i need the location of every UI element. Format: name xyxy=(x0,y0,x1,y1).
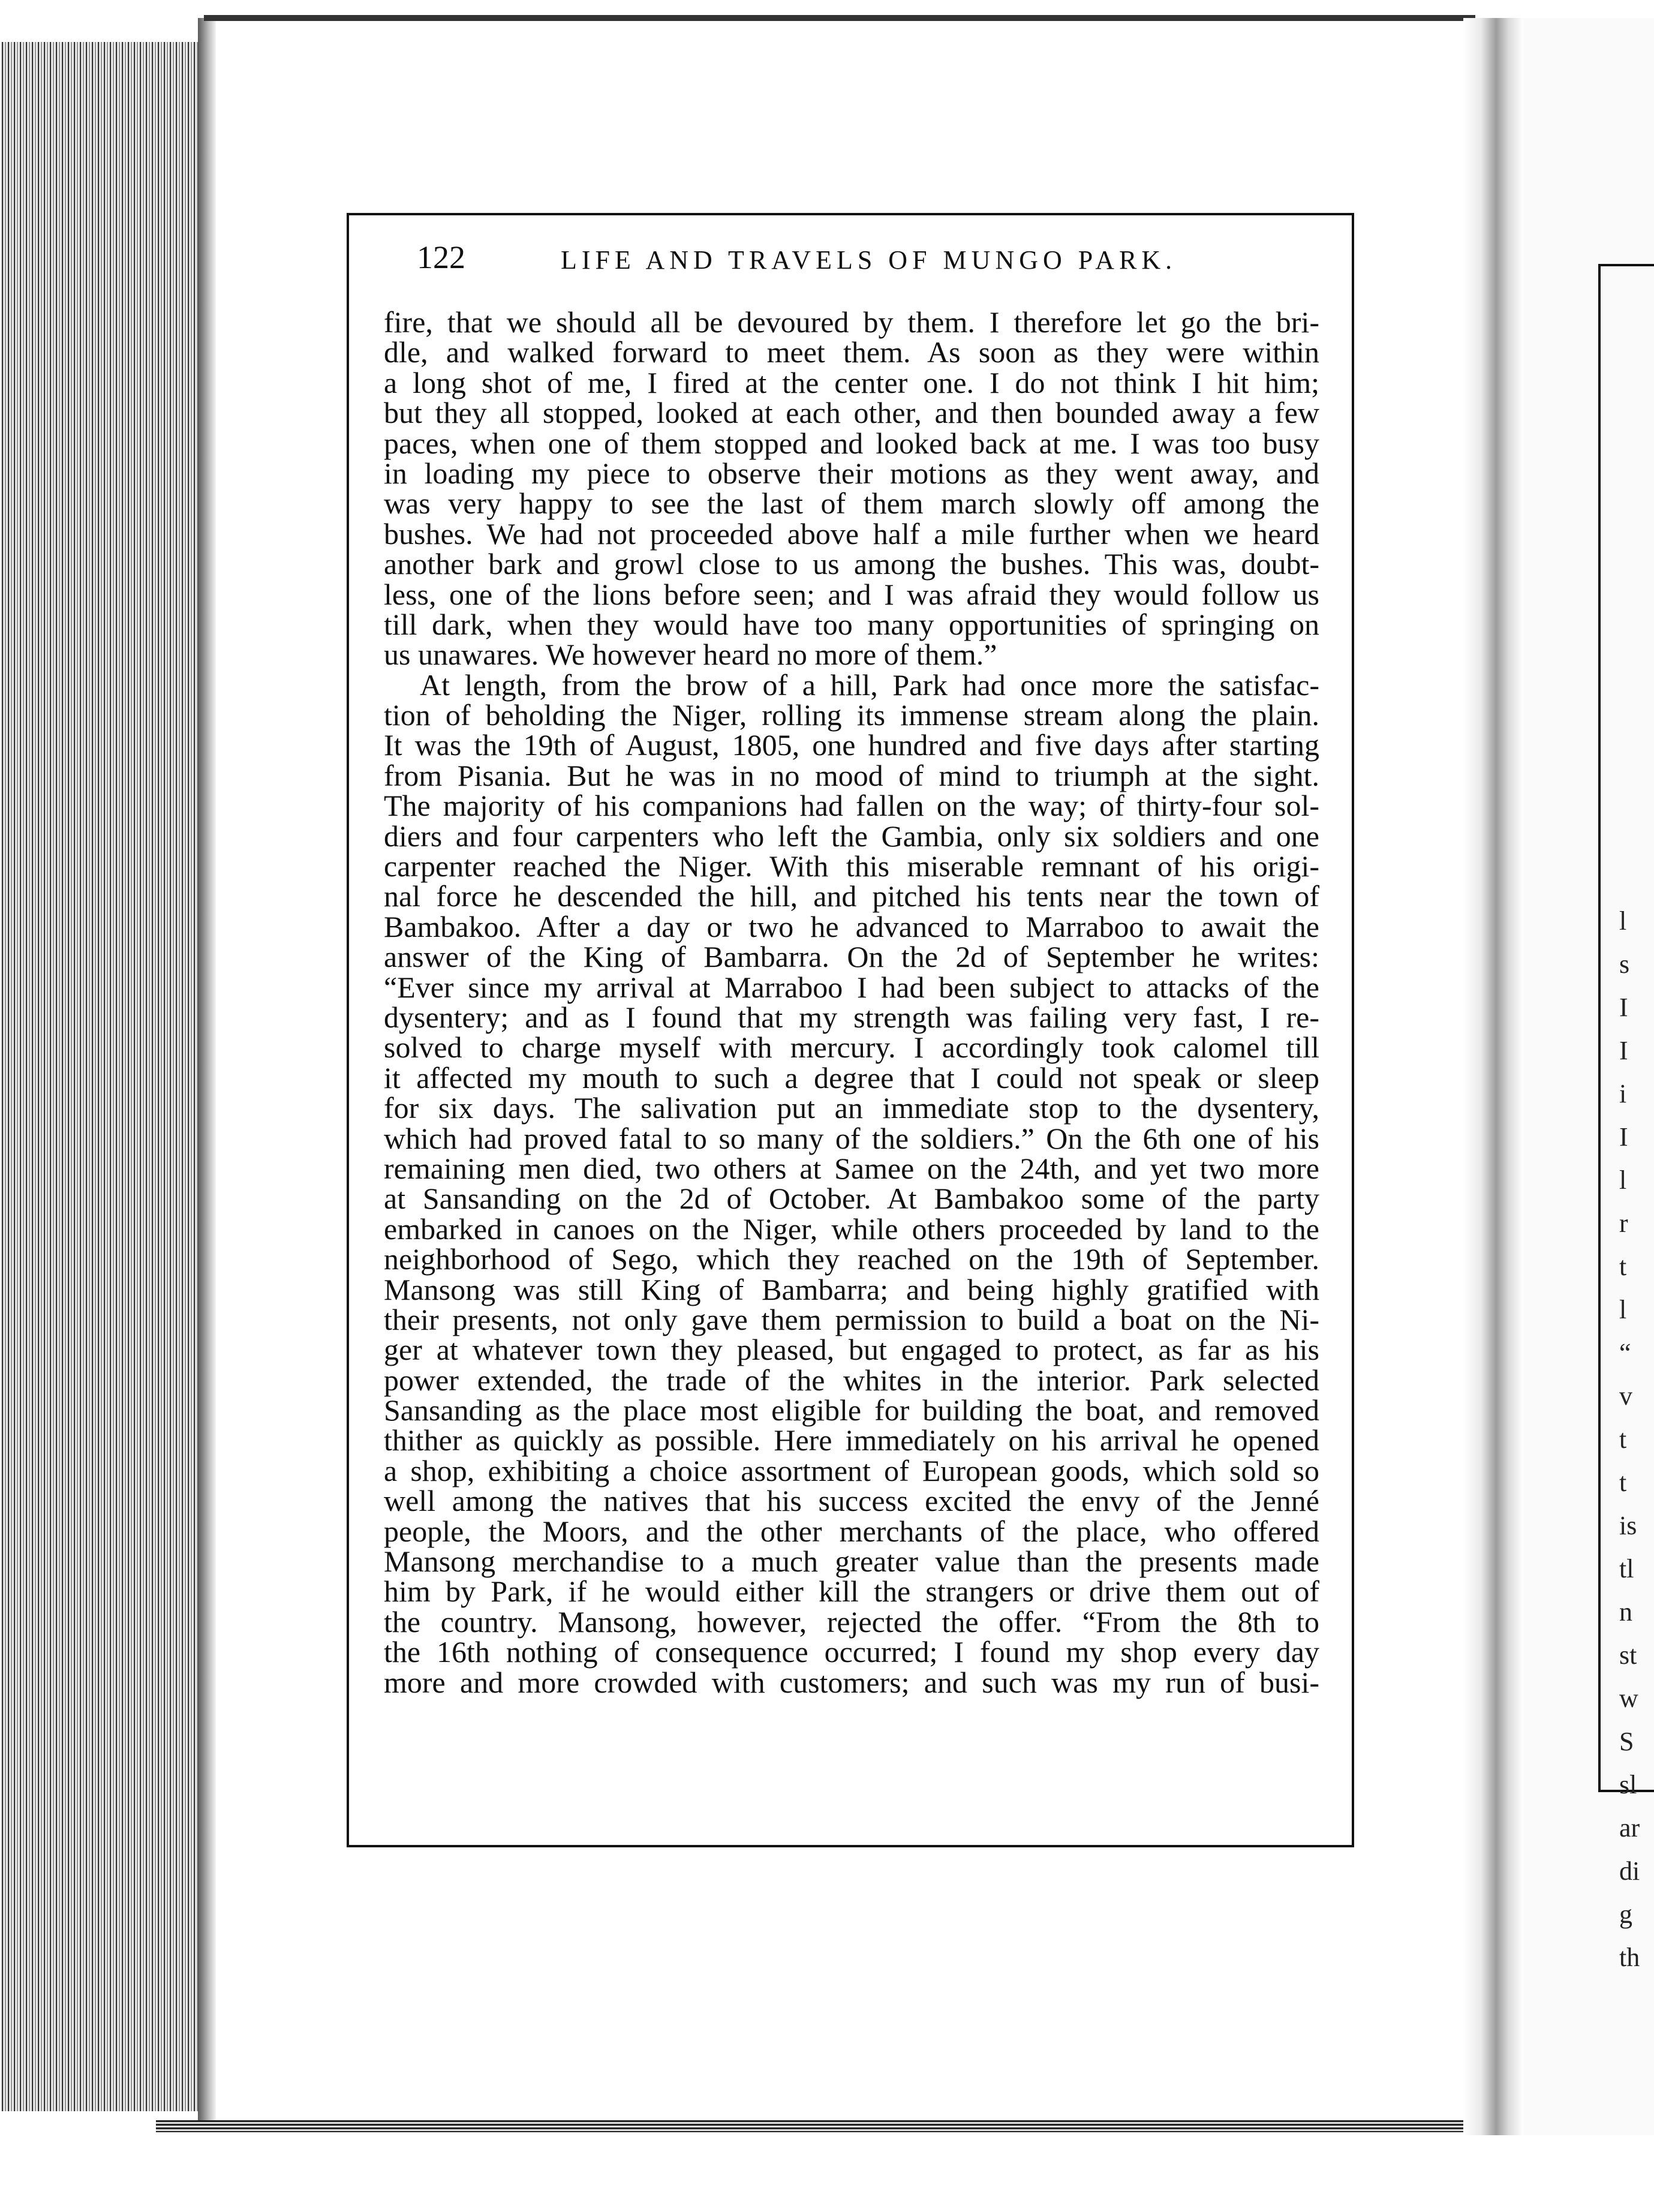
text-line: was very happy to see the last of them march slowly off among the xyxy=(384,486,1319,521)
text-line: another bark and growl close to us among the bushes. This was, doubt- xyxy=(384,547,1319,581)
text-line: less, one of the lions before seen; and I was afraid they would follow us xyxy=(384,577,1319,611)
text-line: remaining men died, two others at Samee on the 24th, and yet two more xyxy=(384,1151,1319,1185)
facing-page-glyph: l xyxy=(1619,1165,1627,1195)
facing-page-glyph: l xyxy=(1619,1295,1627,1324)
facing-page-text-fragments xyxy=(1619,900,1654,1979)
book-top-margin xyxy=(0,0,216,42)
facing-page-glyph: i xyxy=(1619,1079,1627,1108)
text-line: power extended, the trade of the whites in the interior. Park selected xyxy=(384,1363,1319,1397)
text-line: which had proved fatal to so many of the soldiers.” On the 6th one of his xyxy=(384,1121,1319,1155)
running-title: LIFE AND TRAVELS OF MUNGO PARK. xyxy=(561,245,1177,275)
text-line: nal force he descended the hill, and pitched his tents near the town of xyxy=(384,879,1319,913)
facing-page-glyph: S xyxy=(1619,1727,1634,1756)
text-line: answer of the King of Bambarra. On the 2d of September he writes: xyxy=(384,940,1319,974)
facing-page-glyph: is xyxy=(1619,1511,1637,1540)
left-binding-shadow xyxy=(198,18,216,2129)
page-edges-stack xyxy=(0,42,210,2111)
text-line: ger at whatever town they pleased, but engaged to protect, as far as his xyxy=(384,1333,1319,1367)
text-line: solved to charge myself with mercury. I accordingly took calomel till xyxy=(384,1030,1319,1065)
text-line: diers and four carpenters who left the Gambia, only six soldiers and one xyxy=(384,819,1319,853)
facing-page-glyph: t xyxy=(1619,1252,1627,1281)
text-line: till dark, when they would have too many opportunities of springing on xyxy=(384,607,1319,641)
text-line: tion of beholding the Niger, rolling its immense stream along the plain. xyxy=(384,698,1319,732)
text-line: us unawares. We however heard no more of them.” xyxy=(384,638,997,672)
facing-page-glyph: l xyxy=(1619,906,1627,936)
text-line: him by Park, if he would either kill the strangers or drive them out of xyxy=(384,1574,1319,1609)
facing-page-glyph: I xyxy=(1619,1036,1628,1065)
facing-page-glyph: t xyxy=(1619,1468,1627,1497)
facing-page-glyph: ar xyxy=(1619,1813,1640,1843)
facing-page-glyph: g xyxy=(1619,1900,1632,1929)
text-line: At length, from the brow of a hill, Park had once more the satisfac- xyxy=(420,668,1319,702)
text-line: fire, that we should all be devoured by them. I therefore let go the bri- xyxy=(384,305,1319,339)
text-line: it affected my mouth to such a degree that I could not speak or sleep xyxy=(384,1060,1319,1095)
facing-page-glyph: v xyxy=(1619,1381,1632,1411)
facing-page-glyph: I xyxy=(1619,993,1628,1022)
facing-page-glyph: I xyxy=(1619,1122,1628,1152)
facing-page-glyph: s xyxy=(1619,949,1630,979)
text-line: carpenter reached the Niger. With this miserable remnant of his origi- xyxy=(384,849,1319,883)
text-line: “Ever since my arrival at Marraboo I had been subject to attacks of the xyxy=(384,970,1319,1004)
facing-page-glyph: “ xyxy=(1619,1338,1631,1368)
facing-page-glyph: di xyxy=(1619,1856,1640,1886)
text-line: thither as quickly as possible. Here immediately on his arrival he opened xyxy=(384,1423,1319,1457)
page-number: 122 xyxy=(417,239,465,275)
text-line: Mansong was still King of Bambarra; and being highly gratified with xyxy=(384,1272,1319,1306)
facing-page-glyph: n xyxy=(1619,1597,1632,1627)
page-bottom-edge xyxy=(156,2120,1487,2132)
text-line: paces, when one of them stopped and looked back at me. I was too busy xyxy=(384,426,1319,460)
text-line: well among the natives that his success excited the envy of the Jenné xyxy=(384,1484,1319,1518)
text-line: Bambakoo. After a day or two he advanced to Marraboo to await the xyxy=(384,909,1319,943)
text-line: but they all stopped, looked at each other, and then bounded away a few xyxy=(384,396,1319,430)
running-head xyxy=(417,239,1328,281)
text-line: from Pisania. But he was in no mood of mind to triumph at the sight. xyxy=(384,758,1319,792)
text-line: dle, and walked forward to meet them. As soon as they were within xyxy=(384,335,1319,369)
text-line: bushes. We had not proceeded above half a mile further when we heard xyxy=(384,516,1319,551)
text-line: at Sansanding on the 2d of October. At Bambakoo some of the party xyxy=(384,1182,1319,1216)
text-line: dysentery; and as I found that my strength was failing very fast, I re- xyxy=(384,1000,1319,1034)
text-line: the country. Mansong, however, rejected the offer. “From the 8th to xyxy=(384,1604,1319,1639)
text-line: The majority of his companions had fallen on the way; of thirty-four sol- xyxy=(384,789,1319,823)
text-line: It was the 19th of August, 1805, one hundred and five days after starting xyxy=(384,728,1319,762)
text-line: the 16th nothing of consequence occurred; I found my shop every day xyxy=(384,1635,1319,1669)
facing-page-glyph: th xyxy=(1619,1943,1640,1972)
facing-page-glyph: r xyxy=(1619,1209,1628,1238)
text-line: in loading my piece to observe their motions as they went away, and xyxy=(384,456,1319,490)
text-line: a shop, exhibiting a choice assortment of European goods, which sold so xyxy=(384,1453,1319,1487)
text-line: for six days. The salivation put an immediate stop to the dysentery, xyxy=(384,1091,1319,1125)
text-line: more and more crowded with customers; and such was my run of busi- xyxy=(384,1665,1319,1699)
text-line: neighborhood of Sego, which they reached on the 19th of September. xyxy=(384,1242,1319,1276)
text-line: Mansong merchandise to a much greater value than the presents made xyxy=(384,1544,1319,1579)
facing-page-glyph: t xyxy=(1619,1424,1627,1454)
text-line: their presents, not only gave them permission to build a boat on the Ni- xyxy=(384,1302,1319,1336)
text-line: Sansanding as the place most eligible for building the boat, and removed xyxy=(384,1393,1319,1427)
facing-page-glyph: st xyxy=(1619,1640,1637,1670)
page-top-edge xyxy=(204,15,1475,21)
facing-page-glyph: tl xyxy=(1619,1554,1634,1583)
text-line: people, the Moors, and the other merchants of the place, who offered xyxy=(384,1514,1319,1548)
text-line: a long shot of me, I fired at the center one. I do not think I hit him; xyxy=(384,365,1319,399)
text-line: embarked in canoes on the Niger, while others proceeded by land to the xyxy=(384,1212,1319,1246)
facing-page-glyph: w xyxy=(1619,1684,1638,1713)
body-text xyxy=(384,307,1319,1831)
facing-page-glyph: sl xyxy=(1619,1770,1637,1799)
book-gutter xyxy=(1463,18,1523,2135)
